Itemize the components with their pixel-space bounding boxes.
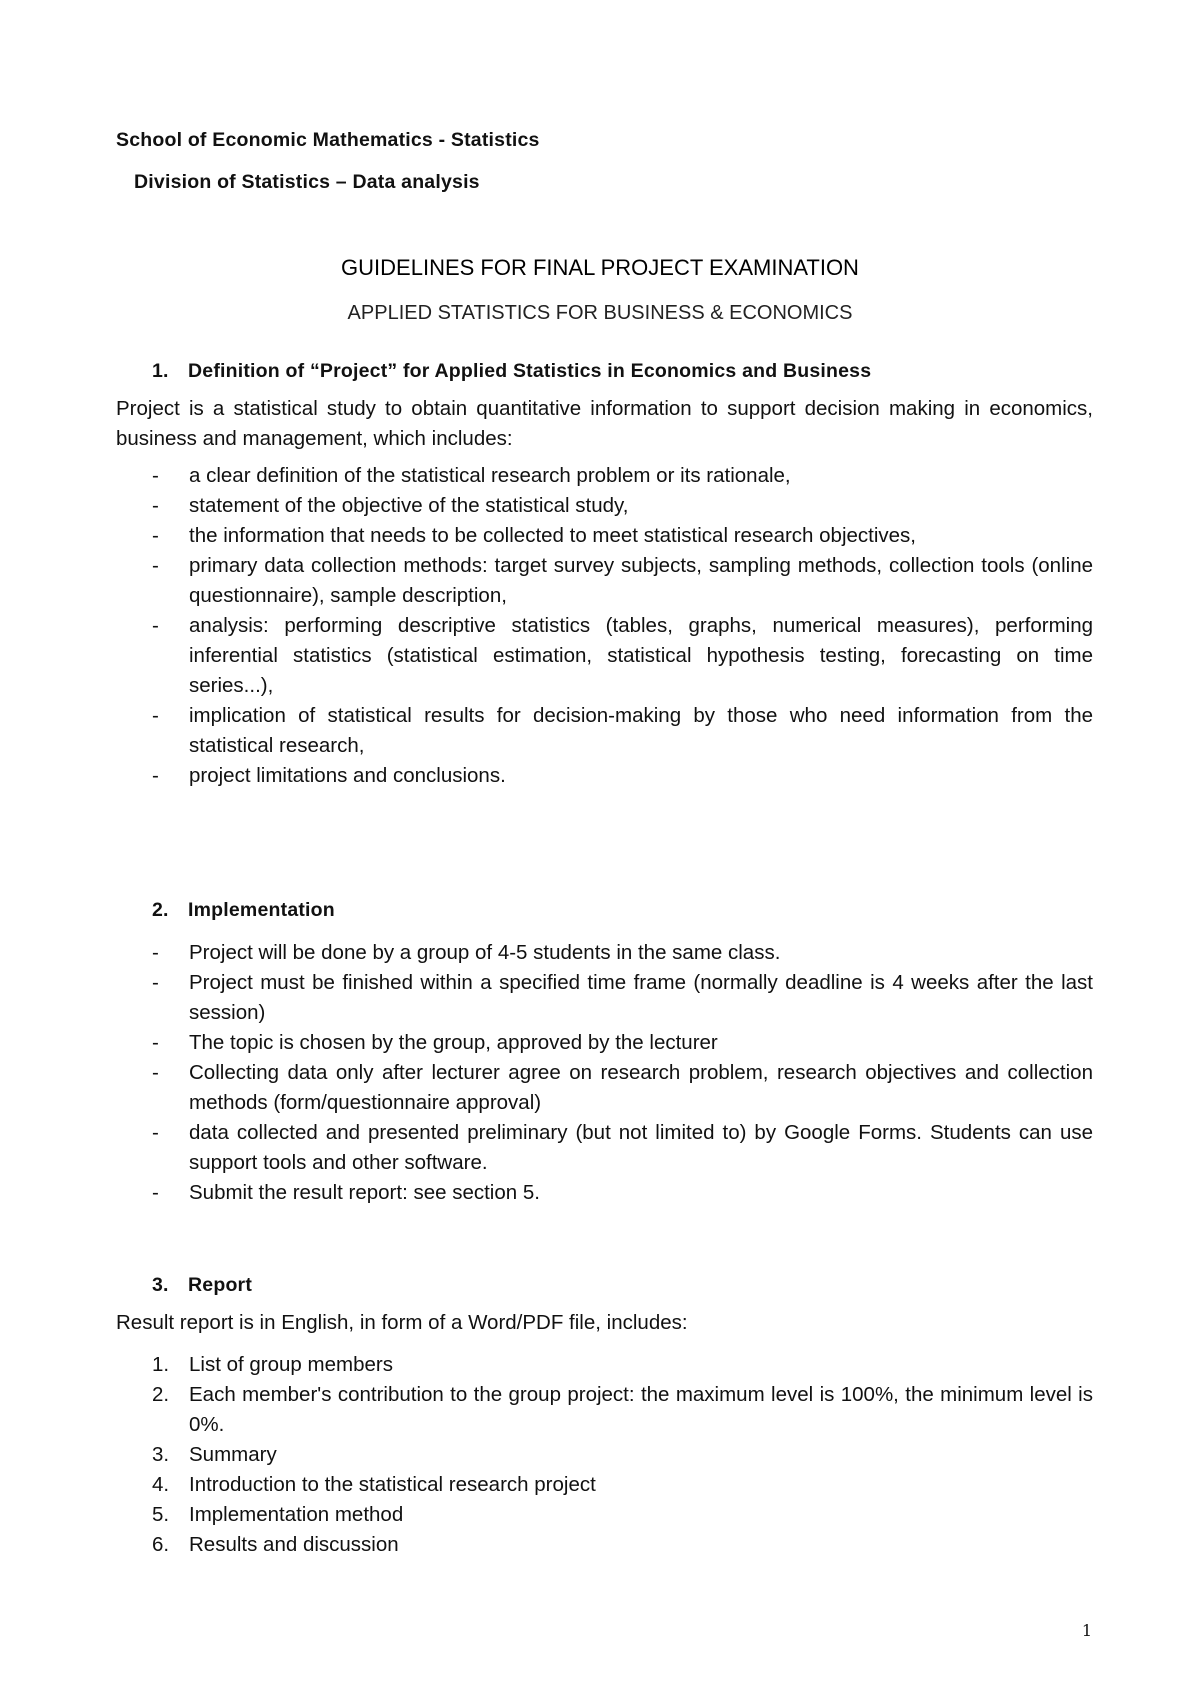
list-item: - project limitations and conclusions. xyxy=(116,761,1093,791)
list-number: 3. xyxy=(152,1443,170,1466)
section-2-heading xyxy=(152,895,335,925)
list-item: - a clear definition of the statistical research problem or its rationale, xyxy=(116,461,1093,491)
list-item: - Collecting data only after lecturer agree on research problem, research objectives and collection methods (form/questionnaire approval) xyxy=(116,1058,1093,1118)
bullet-dash: - xyxy=(152,971,159,994)
list-item: 3. Summary xyxy=(116,1440,1093,1470)
list-number: 5. xyxy=(152,1503,170,1526)
bullet-dash: - xyxy=(152,464,159,487)
section-2-list xyxy=(116,938,1093,1208)
section-3-intro: Result report is in English, in form of a Word/PDF file, includes: xyxy=(116,1311,688,1334)
section-1-number: 1. xyxy=(152,360,169,382)
list-item: - The topic is chosen by the group, approved by the lecturer xyxy=(116,1028,1093,1058)
section-3-title: Report xyxy=(188,1274,253,1296)
school-name: School of Economic Mathematics - Statistics xyxy=(116,129,540,151)
bullet-dash: - xyxy=(152,941,159,964)
list-number: 2. xyxy=(152,1383,170,1406)
bullet-dash: - xyxy=(152,554,159,577)
list-item: - implication of statistical results for decision-making by those who need information from the statistical research, xyxy=(116,701,1093,761)
bullet-dash: - xyxy=(152,1031,159,1054)
list-number: 4. xyxy=(152,1473,170,1496)
bullet-dash: - xyxy=(152,704,159,727)
bullet-dash: - xyxy=(152,764,159,787)
section-1-heading xyxy=(152,356,871,386)
list-item: - data collected and presented preliminary (but not limited to) by Google Forms. Students can use support tools and other software. xyxy=(116,1118,1093,1178)
section-3-list xyxy=(116,1350,1093,1560)
bullet-dash: - xyxy=(152,1061,159,1084)
section-3-number: 3. xyxy=(152,1274,169,1296)
list-item: 4. Introduction to the statistical research project xyxy=(116,1470,1093,1500)
bullet-dash: - xyxy=(152,1181,159,1204)
bullet-dash: - xyxy=(152,1121,159,1144)
document-subtitle: APPLIED STATISTICS FOR BUSINESS & ECONOMICS xyxy=(347,302,853,324)
section-1-list xyxy=(116,461,1093,791)
page-number: 1 xyxy=(1081,1621,1092,1640)
bullet-dash: - xyxy=(152,494,159,517)
section-3-heading xyxy=(152,1270,252,1300)
document-title: GUIDELINES FOR FINAL PROJECT EXAMINATION xyxy=(341,255,859,280)
list-item: - primary data collection methods: target survey subjects, sampling methods, collection tools (online questionnaire), sample description, xyxy=(116,551,1093,611)
list-item: 5. Implementation method xyxy=(116,1500,1093,1530)
section-2-title: Implementation xyxy=(188,899,335,921)
division-name: Division of Statistics – Data analysis xyxy=(134,171,480,193)
bullet-dash: - xyxy=(152,614,159,637)
list-item: - statement of the objective of the statistical study, xyxy=(116,491,1093,521)
list-number: 1. xyxy=(152,1353,170,1376)
list-item: - Project must be finished within a specified time frame (normally deadline is 4 weeks after the last session) xyxy=(116,968,1093,1028)
list-number: 6. xyxy=(152,1533,170,1556)
list-item: 6. Results and discussion xyxy=(116,1530,1093,1560)
list-item: - analysis: performing descriptive statistics (tables, graphs, numerical measures), performing inferential statistics (statistical estimation, statistical hypothesis testing, forecasting on time series...), xyxy=(116,611,1093,701)
list-item: - the information that needs to be collected to meet statistical research objectives, xyxy=(116,521,1093,551)
section-1-intro: Project is a statistical study to obtain quantitative information to support decision making in economics, business and management, which includes: xyxy=(116,397,1093,450)
list-item: - Project will be done by a group of 4-5 students in the same class. xyxy=(116,938,1093,968)
list-item: 1. List of group members xyxy=(116,1350,1093,1380)
list-item: 2. Each member's contribution to the group project: the maximum level is 100%, the minimum level is 0%. xyxy=(116,1380,1093,1440)
bullet-dash: - xyxy=(152,524,159,547)
list-item: - Submit the result report: see section 5. xyxy=(116,1178,1093,1208)
section-1-title: Definition of “Project” for Applied Statistics in Economics and Business xyxy=(188,360,872,382)
section-2-number: 2. xyxy=(152,899,169,921)
